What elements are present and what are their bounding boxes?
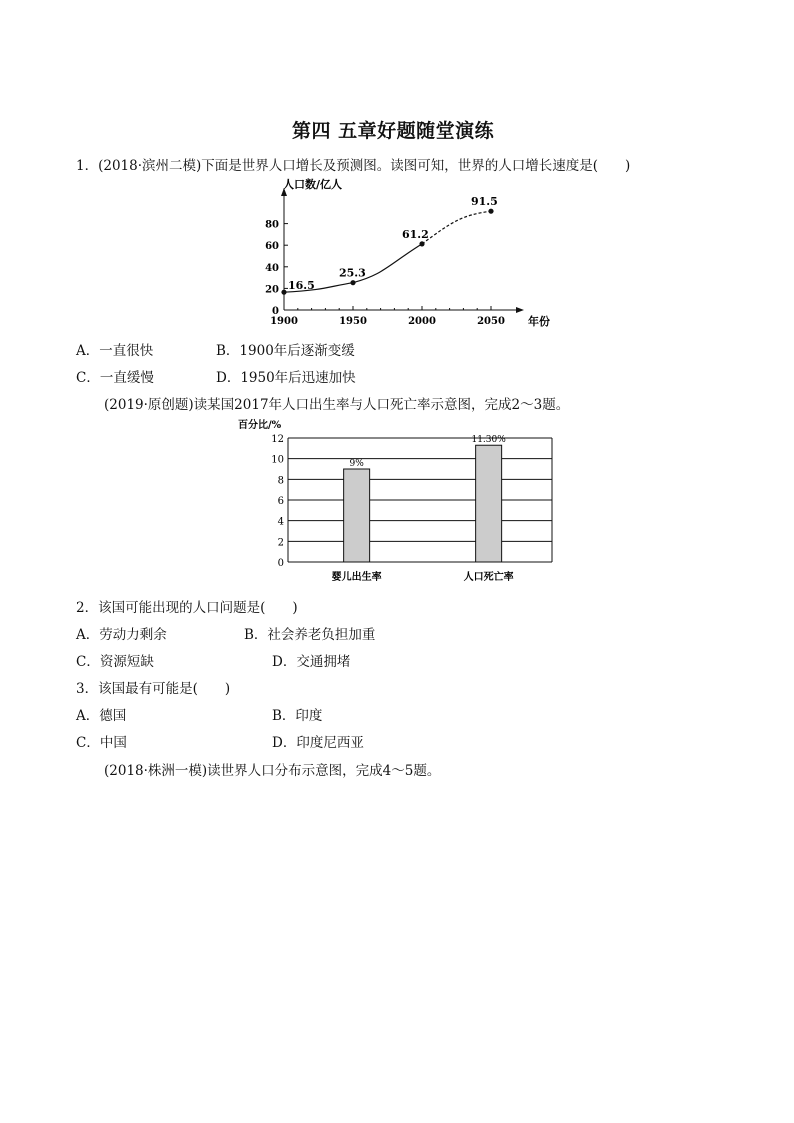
- data-point: [281, 290, 286, 295]
- bar-value-label: 11.30%: [471, 435, 506, 446]
- page-title: 第四 五章好题随堂演练: [292, 120, 495, 142]
- data-point: [350, 280, 355, 285]
- x-tick-label: 1900: [270, 316, 298, 327]
- q2-option-d[interactable]: D．交通拥堵: [272, 654, 351, 670]
- question-3: 3．该国最有可能是( ): [76, 681, 231, 697]
- q1-option-c[interactable]: C．一直缓慢: [76, 370, 154, 386]
- category-label: 婴儿出生率: [331, 572, 382, 583]
- y-tick-label: 60: [265, 241, 279, 253]
- y-tick-label: 20: [265, 284, 279, 296]
- intro-questions-2-3: (2019·原创题)读某国2017年人口出生率与人口死亡率示意图，完成2～3题。: [104, 397, 570, 413]
- data-label: 91.5: [471, 195, 498, 209]
- line-chart-plot: [265, 177, 550, 328]
- population-forecast-line: [422, 211, 491, 244]
- x-axis-arrow: [516, 307, 524, 313]
- x-tick-label: 2050: [477, 316, 505, 327]
- q3-option-d[interactable]: D．印度尼西亚: [272, 735, 364, 751]
- q3-option-b[interactable]: B．印度: [272, 708, 323, 724]
- x-tick-label: 1950: [339, 316, 367, 327]
- y-axis-label: 人口数/亿人: [283, 178, 343, 191]
- q2-option-a[interactable]: A．劳动力剩余: [76, 627, 167, 643]
- y-axis-label: 百分比/%: [238, 420, 282, 431]
- x-axis-label: 年份: [528, 315, 550, 328]
- question-1-number: 1．: [76, 158, 99, 174]
- q1-option-b[interactable]: B．1900年后逐渐变缓: [216, 343, 355, 359]
- data-label: 16.5: [288, 279, 315, 293]
- y-tick-label: 12: [271, 434, 284, 445]
- q3-option-a[interactable]: A．德国: [76, 708, 127, 724]
- q2-option-c[interactable]: C．资源短缺: [76, 654, 154, 670]
- q2-option-b[interactable]: B．社会养老负担加重: [244, 627, 376, 643]
- y-tick-label: 0: [272, 306, 279, 317]
- category-label: 人口死亡率: [463, 572, 514, 583]
- q1-option-d[interactable]: D．1950年后迅速加快: [216, 370, 356, 386]
- bar: [476, 445, 502, 562]
- y-tick-label: 2: [277, 537, 284, 549]
- question-1-text: (2018·滨州二模)下面是世界人口增长及预测图。读图可知，世界的人口增长速度是( ): [98, 158, 631, 174]
- bar-chart-plot: [238, 418, 552, 583]
- data-label: 61.2: [402, 227, 429, 241]
- x-tick-label: 2000: [408, 316, 436, 327]
- intro-questions-4-5: (2018·株洲一模)读世界人口分布示意图，完成4～5题。: [104, 763, 441, 779]
- y-tick-label: 80: [265, 219, 279, 231]
- bar: [344, 469, 370, 562]
- bar-value-label: 9%: [349, 459, 364, 469]
- q3-option-c[interactable]: C．中国: [76, 735, 127, 751]
- population-growth-chart: [260, 174, 560, 334]
- y-tick-label: 6: [277, 496, 284, 507]
- y-tick-label: 8: [277, 475, 284, 487]
- q1-option-a[interactable]: A．一直很快: [76, 343, 154, 359]
- data-label: 25.3: [339, 266, 366, 280]
- y-tick-label: 40: [265, 262, 279, 274]
- question-2: 2．该国可能出现的人口问题是( ): [76, 600, 298, 616]
- data-point: [419, 241, 424, 246]
- y-tick-label: 4: [277, 516, 284, 528]
- birth-death-rate-chart: [236, 416, 566, 592]
- y-tick-label: 10: [271, 454, 284, 466]
- data-point: [488, 209, 493, 214]
- question-1: [76, 154, 630, 174]
- y-tick-label: 0: [277, 558, 284, 569]
